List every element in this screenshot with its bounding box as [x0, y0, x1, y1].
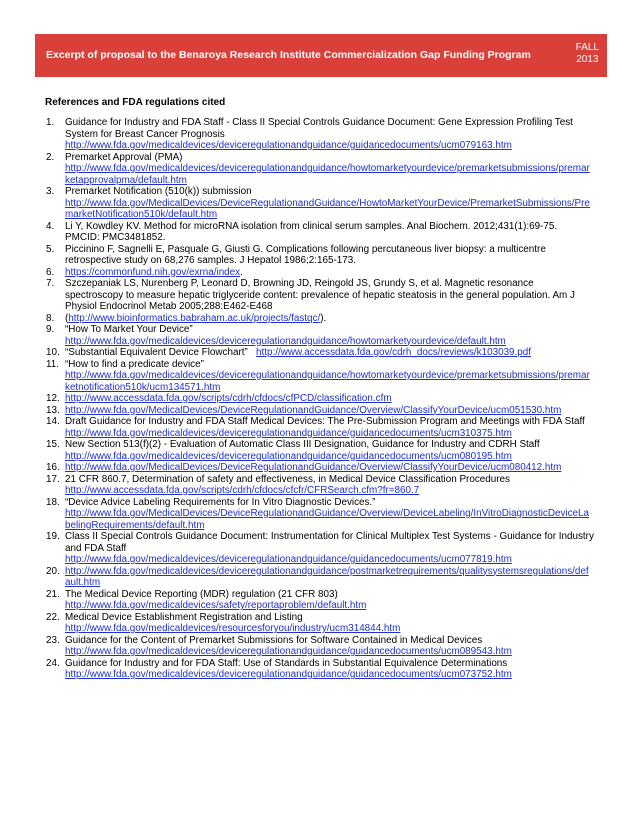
- banner-title: Excerpt of proposal to the Benaroya Research Institute Commercialization Gap Funding Program: [46, 49, 531, 61]
- section-heading: References and FDA regulations cited: [45, 97, 226, 108]
- reference-item: [46, 405, 594, 417]
- reference-text: “Device Advice Labeling Requirements for In Vitro Diagnostic Devices.”: [65, 496, 376, 508]
- reference-body: [65, 416, 594, 439]
- reference-suffix: .: [240, 266, 243, 278]
- reference-number: 16.: [46, 462, 60, 473]
- reference-body: [65, 474, 594, 497]
- reference-body: [65, 612, 594, 635]
- banner-season: FALL: [575, 42, 599, 53]
- reference-body: [65, 152, 594, 187]
- reference-text: Guidance for Industry and FDA Staff - Class II Special Controls Guidance Document: Gene Expression Profiling Test System for Breast Cancer Prognosis: [65, 117, 573, 140]
- reference-link[interactable]: http://www.bioinformatics.babraham.ac.uk/projects/fastqc/: [68, 312, 321, 324]
- reference-item: [46, 347, 594, 359]
- reference-text: Class II Special Controls Guidance Document: Instrumentation for Clinical Multiplex Test Systems - Guidance for Industry and FDA Staff: [65, 531, 594, 554]
- reference-item: [46, 416, 594, 439]
- reference-item: [46, 635, 594, 658]
- reference-body: [65, 278, 594, 313]
- reference-number: 7.: [46, 278, 55, 289]
- reference-text: 21 CFR 860.7, Determination of safety and effectiveness, in Medical Device Classification Procedures: [65, 473, 510, 485]
- reference-number: 13.: [46, 404, 60, 416]
- reference-link[interactable]: http://www.fda.gov/medicaldevices/deviceregulationandguidance/howtomarketyourdevice/premarketsubmissions/premarketnotification510k/ucm134571.htm: [65, 370, 590, 393]
- reference-item: [46, 267, 594, 279]
- reference-text: The Medical Device Reporting (MDR) regulation (21 CFR 803): [65, 588, 338, 600]
- reference-item: [46, 152, 594, 187]
- reference-number: 2.: [46, 151, 55, 163]
- reference-item: [46, 612, 594, 635]
- reference-link[interactable]: http://www.fda.gov/medicaldevices/resourcesforyou/industry/ucm314844.htm: [65, 623, 401, 634]
- reference-item: [46, 117, 594, 152]
- reference-number: 20.: [46, 565, 60, 577]
- reference-text: Li Y, Kowdley KV. Method for microRNA isolation from clinical serum samples. Anal Biochem. 2012;431(1):69-75. PMCID: PMC3481852.: [65, 220, 558, 243]
- reference-link[interactable]: http://www.accessdata.fda.gov/scripts/cdrh/cfdocs/cfcfr/CFRSearch.cfm?fr=860.7: [65, 485, 420, 496]
- reference-link[interactable]: https://commonfund.nih.gov/exrna/index: [65, 266, 241, 278]
- reference-body: [65, 313, 594, 325]
- reference-text: Medical Device Establishment Registration and Listing: [65, 611, 303, 623]
- reference-link[interactable]: http://www.fda.gov/medicaldevices/deviceregulationandguidance/postmarketrequirements/qualitysystemsregulations/default.htm: [65, 565, 589, 588]
- header-banner: [35, 34, 607, 77]
- reference-item: [46, 497, 594, 532]
- reference-body: [65, 221, 594, 244]
- reference-item: [46, 221, 594, 244]
- reference-body: [65, 497, 594, 532]
- reference-link[interactable]: http://www.fda.gov/MedicalDevices/DeviceRegulationandGuidance/Overview/ClassifyYourDevice/ucm051530.htm: [65, 404, 562, 416]
- reference-item: [46, 658, 594, 681]
- reference-link[interactable]: http://www.fda.gov/MedicalDevices/DeviceRegulationandGuidance/HowtoMarketYourDevice/PremarketSubmissions/PremarketNotification510k/default.htm: [65, 197, 590, 220]
- reference-link[interactable]: http://www.fda.gov/medicaldevices/safety/reportaproblem/default.htm: [65, 600, 367, 611]
- reference-item: [46, 589, 594, 612]
- reference-number: 14.: [46, 416, 60, 427]
- reference-link[interactable]: http://www.fda.gov/medicaldevices/deviceregulationandguidance/howtomarketyourdevice/premarketsubmissions/premarketapprovalpma/default.htm: [65, 163, 590, 186]
- reference-text: Szczepaniak LS, Nurenberg P, Leonard D, Browning JD, Reingold JS, Grundy S, et al. Magnetic resonance spectroscopy to measure hepatic triglyceride content: prevalence of hepatic steatosis in the general population. Am J Physiol Endocrinol Metab 2005;288:E462-E468: [65, 278, 575, 312]
- reference-body: [65, 267, 594, 279]
- reference-item: [46, 393, 594, 405]
- reference-item: [46, 531, 594, 566]
- reference-body: [65, 462, 594, 474]
- banner-date: [576, 42, 599, 66]
- reference-body: [65, 439, 594, 462]
- reference-text: (: [65, 312, 69, 324]
- reference-body: [65, 244, 594, 267]
- reference-body: [65, 393, 594, 405]
- reference-body: [65, 117, 594, 152]
- reference-text: “Substantial Equivalent Device Flowchart”: [65, 347, 248, 358]
- reference-body: [65, 566, 594, 589]
- reference-link[interactable]: http://www.fda.gov/MedicalDevices/DeviceRegulationandGuidance/Overview/ClassifyYourDevice/ucm080412.htm: [65, 462, 562, 473]
- reference-number: 22.: [46, 611, 60, 623]
- reference-number: 11.: [46, 358, 59, 370]
- reference-item: [46, 244, 594, 267]
- reference-item: [46, 462, 594, 474]
- reference-number: 4.: [46, 220, 55, 232]
- reference-number: 3.: [46, 186, 55, 197]
- reference-text: Draft Guidance for Industry and FDA Staff Medical Devices: The Pre-Submission Program and Meetings with FDA Staff: [65, 416, 585, 427]
- reference-text: New Section 513(f)(2) - Evaluation of Automatic Class III Designation, Guidance for Industry and CDRH Staff: [65, 439, 540, 450]
- reference-number: 24.: [46, 657, 60, 669]
- reference-number: 5.: [46, 243, 55, 255]
- reference-body: [65, 589, 594, 612]
- reference-number: 12.: [46, 393, 60, 404]
- reference-text: Premarket Notification (510(k)) submission: [65, 186, 252, 197]
- reference-body: [65, 635, 594, 658]
- reference-number: 9.: [46, 324, 55, 335]
- reference-body: [65, 658, 594, 681]
- reference-number: 17.: [46, 473, 60, 485]
- reference-body: [65, 405, 594, 417]
- reference-body: [65, 186, 594, 221]
- reference-number: 23.: [46, 634, 60, 646]
- reference-body: [65, 531, 594, 566]
- reference-item: [46, 439, 594, 462]
- reference-item: [46, 474, 594, 497]
- reference-text: Guidance for Industry and for FDA Staff: Use of Standards in Substantial Equivalence Determinations: [65, 657, 508, 669]
- reference-body: [65, 347, 594, 359]
- reference-link[interactable]: http://www.fda.gov/medicaldevices/deviceregulationandguidance/guidancedocuments/ucm080195.htm: [65, 450, 512, 462]
- reference-number: 10.: [46, 347, 60, 358]
- reference-number: 18.: [46, 496, 60, 508]
- reference-item: [46, 324, 594, 347]
- banner-year: 2013: [576, 54, 599, 65]
- reference-number: 8.: [46, 312, 55, 324]
- reference-text: Guidance for the Content of Premarket Submissions for Software Contained in Medical Devices: [65, 634, 483, 646]
- reference-item: [46, 186, 594, 221]
- reference-link[interactable]: http://www.fda.gov/medicaldevices/deviceregulationandguidance/guidancedocuments/ucm310375.htm: [65, 427, 512, 439]
- reference-number: 21.: [46, 588, 60, 600]
- reference-number: 19.: [46, 531, 60, 542]
- reference-link[interactable]: http://www.fda.gov/medicaldevices/deviceregulationandguidance/guidancedocuments/ucm073752.htm: [65, 669, 512, 680]
- reference-item: [46, 313, 594, 325]
- reference-link[interactable]: http://www.fda.gov/medicaldevices/deviceregulationandguidance/guidancedocuments/ucm077819.htm: [65, 554, 512, 565]
- reference-link[interactable]: http://www.accessdata.fda.gov/cdrh_docs/reviews/k103039.pdf: [256, 347, 532, 358]
- reference-link[interactable]: http://www.fda.gov/medicaldevices/deviceregulationandguidance/guidancedocuments/ucm089543.htm: [65, 646, 512, 657]
- reference-text: Premarket Approval (PMA): [65, 151, 183, 163]
- reference-item: [46, 359, 594, 394]
- reference-link[interactable]: http://www.accessdata.fda.gov/scripts/cdrh/cfdocs/cfPCD/classification.cfm: [65, 393, 392, 404]
- reference-suffix: ).: [320, 312, 327, 324]
- reference-link[interactable]: http://www.fda.gov/medicaldevices/deviceregulationandguidance/howtomarketyourdevice/default.htm: [65, 335, 506, 347]
- reference-number: 15.: [46, 439, 60, 450]
- reference-number: 1.: [46, 117, 55, 128]
- reference-link[interactable]: http://www.fda.gov/MedicalDevices/DeviceRegulationandGuidance/Overview/DeviceLabeling/InVitroDiagnosticDeviceLabelingRequirements/default.htm: [65, 508, 590, 531]
- reference-text: “How to find a predicate device”: [65, 358, 204, 370]
- reference-body: [65, 324, 594, 347]
- reference-text: Piccinino F, Sagnelli E, Pasquale G, Giusti G. Complications following percutaneous liver biopsy: a multicentre retrospective study on 68,276 samples. J Hepatol 1986;2:165-173.: [65, 243, 546, 266]
- reference-number: 6.: [46, 266, 55, 278]
- reference-item: [46, 566, 594, 589]
- reference-list: [46, 117, 594, 681]
- reference-text: “How To Market Your Device”: [65, 324, 193, 335]
- reference-item: [46, 278, 594, 313]
- reference-link[interactable]: http://www.fda.gov/medicaldevices/deviceregulationandguidance/guidancedocuments/ucm079163.htm: [65, 140, 512, 151]
- reference-body: [65, 359, 594, 394]
